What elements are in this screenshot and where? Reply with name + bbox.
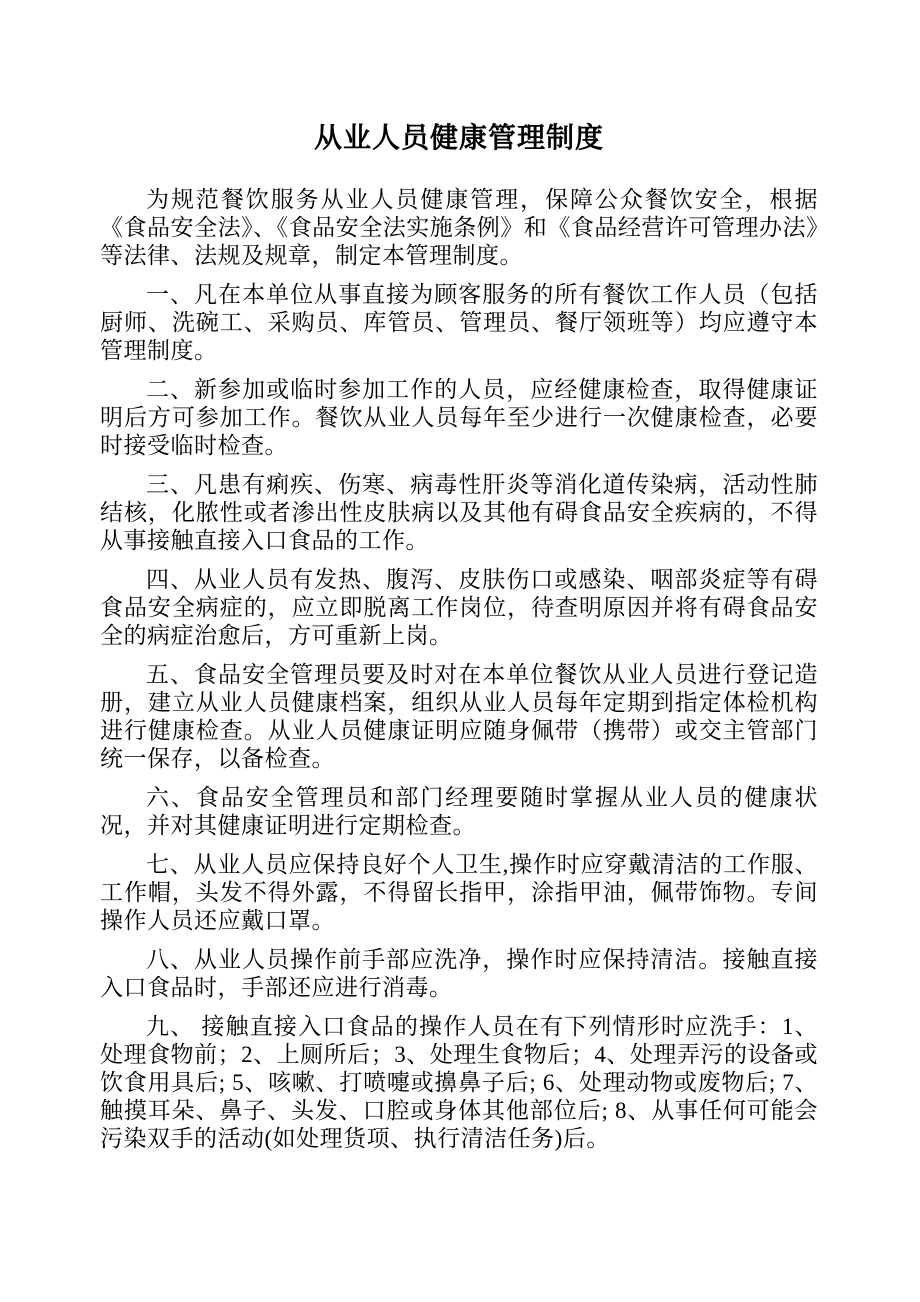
body-paragraph-item-2: 二、新参加或临时参加工作的人员，应经健康检查，取得健康证明后方可参加工作。餐饮从业人员每年至少进行一次健康检查，必要时接受临时检查。: [100, 377, 818, 458]
body-paragraph-item-5: 五、食品安全管理员要及时对在本单位餐饮从业人员进行登记造册，建立从业人员健康档案，组织从业人员每年定期到指定体检机构进行健康检查。从业人员健康证明应随身佩带（携带）或交主管部门统一保存，以备检查。: [100, 662, 818, 771]
document-title: 从业人员健康管理制度: [313, 123, 604, 154]
body-paragraph-item-4: 四、从业人员有发热、腹泻、皮肤伤口或感染、咽部炎症等有碍食品安全病症的，应立即脱离工作岗位，待查明原因并将有碍食品安全的病症治愈后，方可重新上岗。: [100, 567, 818, 648]
body-paragraph-item-9: 九、 接触直接入口食品的操作人员在有下列情形时应洗手：1、处理食物前；2、上厕所后；3、处理生食物后；4、处理弄污的设备或饮食用具后; 5、咳嗽、打喷嚏或擤鼻子后; 6、处理动物或废物后; 7、触摸耳朵、鼻子、头发、口腔或身体其他部位后; 8、从事任何可能会污染双手的活动(如处理货项、执行清洁任务)后。: [100, 1014, 818, 1151]
intro-paragraph: 为规范餐饮服务从业人员健康管理，保障公众餐饮安全，根据《食品安全法》、《食品安全法实施条例》和《食品经营许可管理办法》等法律、法规及规章，制定本管理制度。: [100, 187, 818, 268]
body-paragraph-item-8: 八、从业人员操作前手部应洗净，操作时应保持清洁。接触直接入口食品时，手部还应进行消毒。: [100, 947, 818, 1000]
body-paragraph-item-1: 一、凡在本单位从事直接为顾客服务的所有餐饮工作人员（包括厨师、洗碗工、采购员、库管员、管理员、餐厅领班等）均应遵守本管理制度。: [100, 282, 818, 363]
body-paragraph-item-6: 六、食品安全管理员和部门经理要随时掌握从业人员的健康状况，并对其健康证明进行定期检查。: [100, 785, 818, 838]
body-paragraph-item-3: 三、凡患有痢疾、伤寒、病毒性肝炎等消化道传染病，活动性肺结核，化脓性或者渗出性皮肤病以及其他有碍食品安全疾病的，不得从事接触直接入口食品的工作。: [100, 472, 818, 553]
document-body: [100, 186, 818, 1153]
body-paragraph-item-7: 七、从业人员应保持良好个人卫生,操作时应穿戴清洁的工作服、工作帽，头发不得外露，不得留长指甲，涂指甲油，佩带饰物。专间操作人员还应戴口罩。: [100, 852, 818, 933]
